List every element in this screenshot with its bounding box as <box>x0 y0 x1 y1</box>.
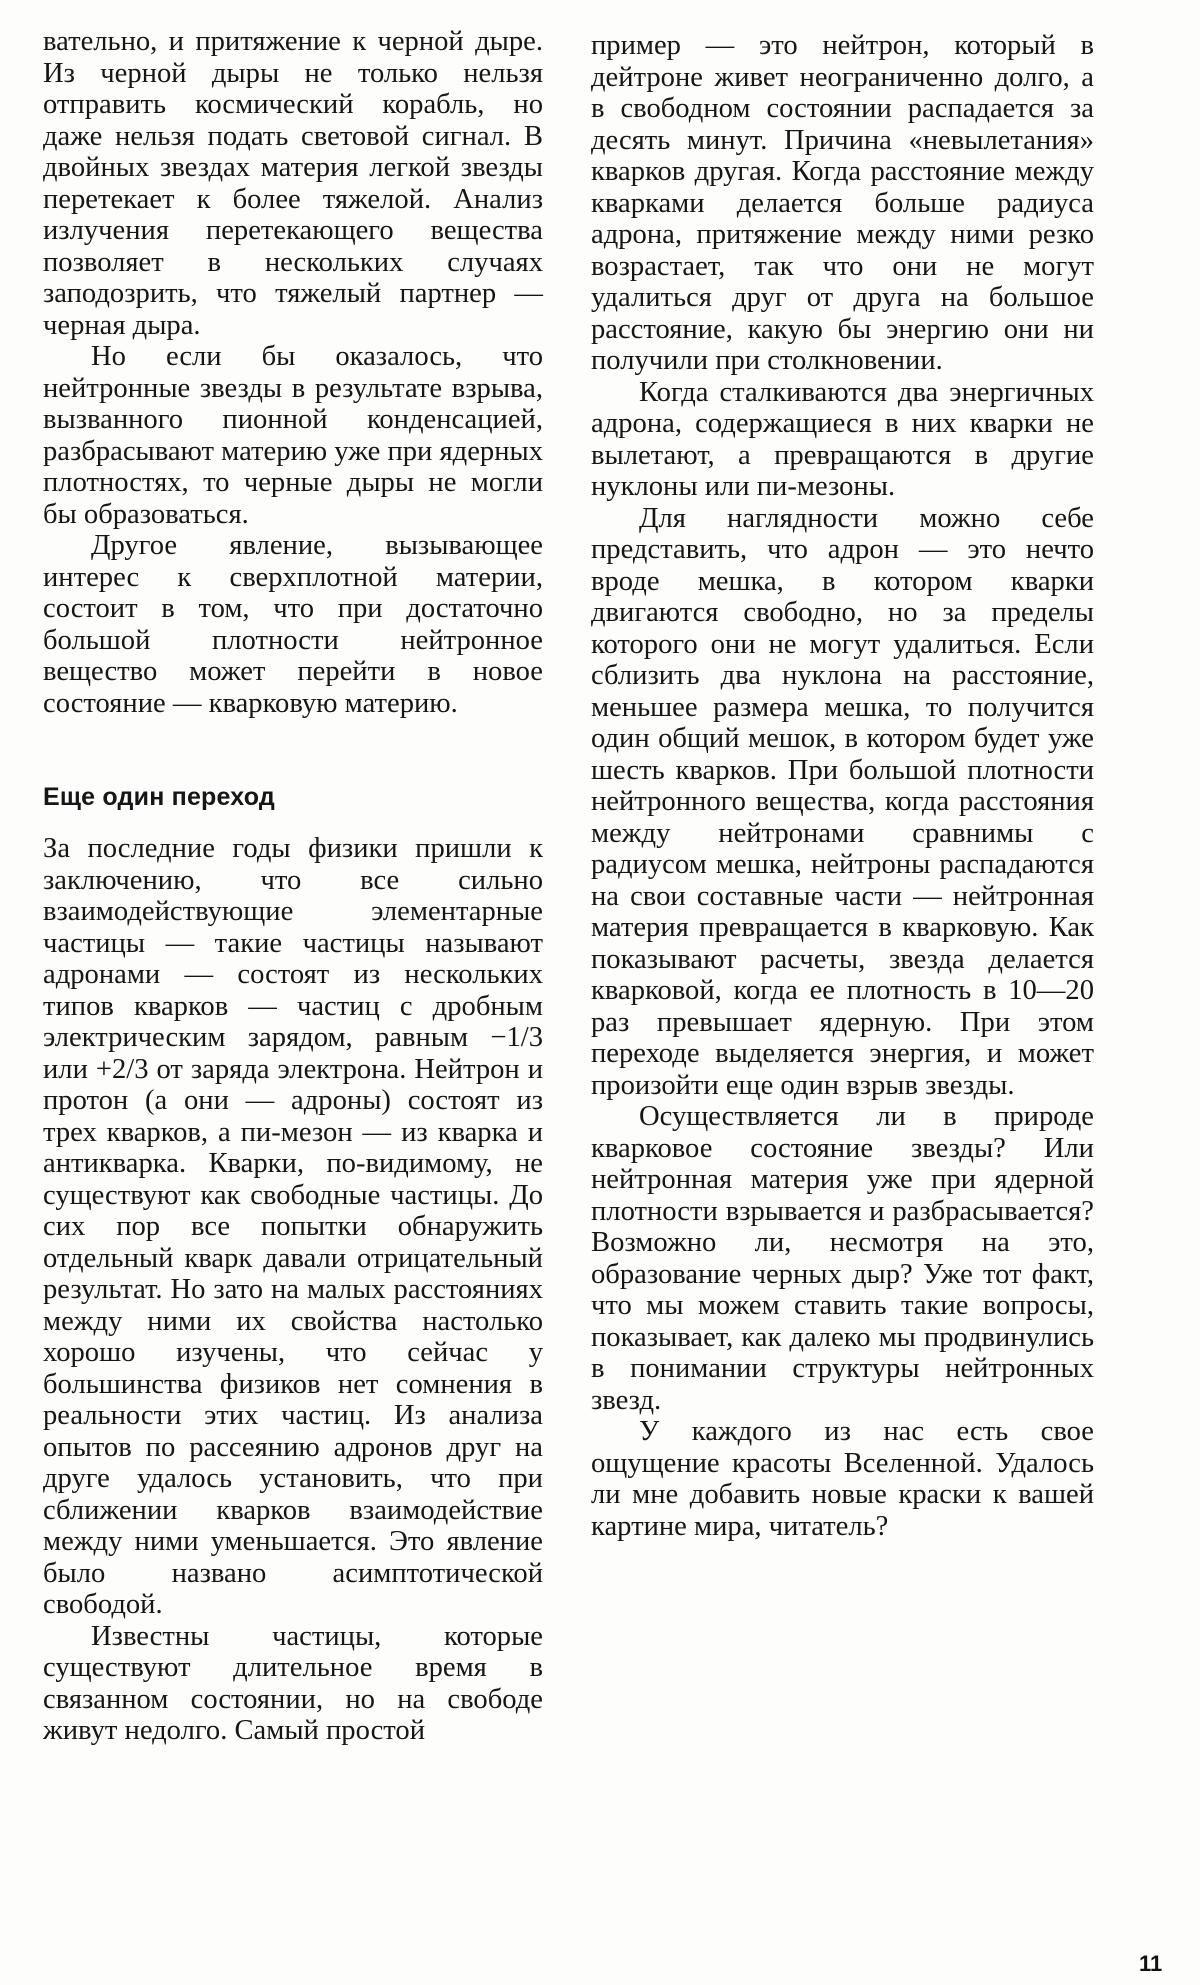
paragraph: За последние годы физики пришли к заключению, что все сильно взаимодействующие элементарные частицы — такие частицы называют адронами — состоят из нескольких типов кварков — частиц с дробным электрическим зарядом, равным −1/3 или +2/3 от заряда электрона. Нейтрон и протон (а они — адроны) состоят из трех кварков, а пи-мезон — из кварка и антикварка. Кварки, по-видимому, не существуют как свободные частицы. До сих пор все попытки обнаружить отдельный кварк давали отрицательный результат. Но зато на малых расстояниях между ними их свойства настолько хорошо изучены, что сейчас у большинства физиков нет сомнения в реальности этих частиц. Из анализа опытов по рассеянию адронов друг на друге удалось установить, что при сближении кварков взаимодействие между ними уменьшается. Это явление было названо асимптотической свободой. <box>43 833 543 1620</box>
page-number: 11 <box>1139 1951 1163 1976</box>
paragraph: вательно, и притяжение к черной дыре. Из черной дыры не только нельзя отправить космический корабль, но даже нельзя подать световой сигнал. В двойных звездах материя легкой звезды перетекает к более тяжелой. Анализ излучения перетекающего вещества позволяет в нескольких случаях заподозрить, что тяжелый партнер — черная дыра. <box>43 26 543 341</box>
paragraph: Осуществляется ли в природе кварковое состояние звезды? Или нейтронная материя уже при ядерной плотности взрывается и разбрасывается? Возможно ли, несмотря на это, образование черных дыр? Уже тот факт, что мы можем ставить такие вопросы, показывает, как далеко мы продвинулись в понимании структуры нейтронных звезд. <box>591 1101 1094 1416</box>
paragraph: Для наглядности можно себе представить, что адрон — это нечто вроде мешка, в котором кварки двигаются свободно, но за пределы которого они не могут удалиться. Если сблизить два нуклона на расстояние, меньшее размера мешка, то получится один общий мешок, в котором будет уже шесть кварков. При большой плотности нейтронного вещества, когда расстояния между нейтронами сравнимы с радиусом мешка, нейтроны распадаются на свои составные части — нейтронная материя превращается в кварковую. Как показывают расчеты, звезда делается кварковой, когда ее плотность в 10—20 раз превышает ядерную. При этом переходе выделяется энергия, и может произойти еще один взрыв звезды. <box>591 502 1094 1101</box>
paragraph: Но если бы оказалось, что нейтронные звезды в результате взрыва, вызванного пионной конденсацией, разбрасывают материю уже при ядерных плотностях, то черные дыры не могли бы образоваться. <box>43 341 543 530</box>
paragraph: У каждого из нас есть свое ощущение красоты Вселенной. Удалось ли мне добавить новые краски к вашей картине мира, читатель? <box>591 1416 1094 1542</box>
paragraph: пример — это нейтрон, который в дейтроне живет неограниченно долго, а в свободном состоянии распадается за десять минут. Причина «невылетания» кварков другая. Когда расстояние между кварками делается больше радиуса адрона, притяжение между ними резко возрастает, так что они не могут удалиться друг от друга на большое расстояние, какую бы энергию они ни получили при столкновении. <box>591 30 1094 376</box>
left-column <box>43 26 543 1747</box>
paragraph: Когда сталкиваются два энергичных адрона, содержащиеся в них кварки не вылетают, а превращаются в другие нуклоны или пи-мезоны. <box>591 376 1094 502</box>
paragraph: Другое явление, вызывающее интерес к сверхплотной материи, состоит в том, что при достаточно большой плотности нейтронное вещество может перейти в новое состояние — кварковую материю. <box>43 530 543 719</box>
section-heading: Еще один переход <box>43 783 275 811</box>
right-column <box>591 30 1094 1542</box>
paragraph: Известны частицы, которые существуют длительное время в связанном состоянии, но на свободе живут недолго. Самый простой <box>43 1620 543 1746</box>
